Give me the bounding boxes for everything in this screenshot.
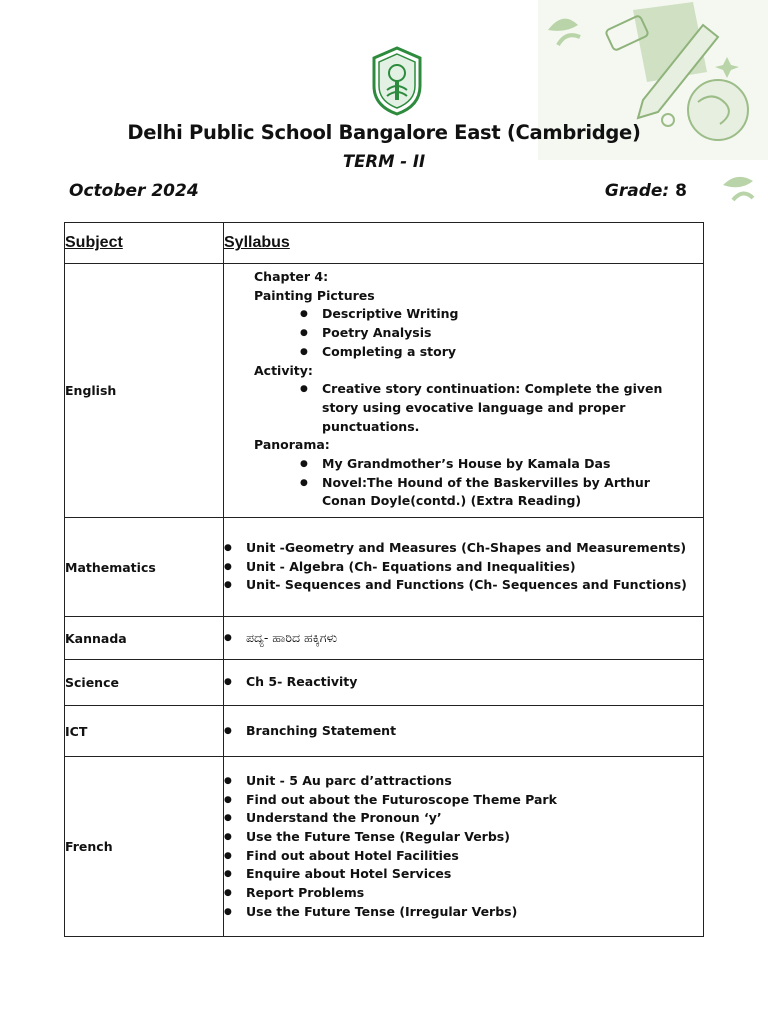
english-panorama-list bbox=[254, 455, 695, 511]
subject-ict: ICT bbox=[65, 706, 224, 757]
subject-french: French bbox=[65, 757, 224, 937]
list-item: ● Unit - Algebra (Ch- Equations and Inequalities) bbox=[224, 558, 703, 577]
list-item: ● Ch 5- Reactivity bbox=[224, 673, 703, 692]
subject-english: English bbox=[65, 264, 224, 518]
list-item: ● Unit - 5 Au parc d’attractions bbox=[224, 772, 703, 791]
table-header-row bbox=[65, 223, 704, 264]
school-crest-icon bbox=[370, 46, 424, 116]
list-item: ● Unit -Geometry and Measures (Ch-Shapes and Measurements) bbox=[224, 539, 703, 558]
english-panorama-label: Panorama: bbox=[254, 437, 330, 453]
kannada-list bbox=[224, 629, 703, 648]
table-row-kannada bbox=[65, 617, 704, 660]
syllabus-table bbox=[64, 222, 704, 937]
science-list bbox=[224, 673, 703, 692]
subject-kannada: Kannada bbox=[65, 617, 224, 660]
list-item: ● Report Problems bbox=[224, 884, 703, 903]
grade-value: 8 bbox=[675, 181, 687, 201]
list-item: ● Poetry Analysis bbox=[254, 324, 695, 343]
month-label: October 2024 bbox=[69, 181, 199, 201]
list-item: ● Use the Future Tense (Irregular Verbs) bbox=[224, 903, 703, 922]
list-item: ● ಪದ್ಯ- ಹಾರಿದ ಹಕ್ಕಿಗಳು bbox=[224, 629, 703, 648]
english-activity-label: Activity: bbox=[254, 362, 313, 378]
table-row-science bbox=[65, 660, 704, 706]
syllabus-kannada bbox=[224, 617, 704, 660]
grade-label bbox=[605, 181, 687, 201]
english-chapter-list bbox=[254, 305, 695, 361]
french-list bbox=[224, 772, 703, 922]
english-chapter-title: Painting Pictures bbox=[254, 287, 375, 303]
school-name: Delhi Public School Bangalore East (Cambridge) bbox=[127, 121, 641, 144]
syllabus-ict bbox=[224, 706, 704, 757]
list-item: ● Enquire about Hotel Services bbox=[224, 865, 703, 884]
grade-key: Grade: bbox=[604, 181, 670, 201]
table-row-french bbox=[65, 757, 704, 937]
table-row-ict bbox=[65, 706, 704, 757]
syllabus-english bbox=[224, 264, 704, 518]
ict-list bbox=[224, 722, 703, 741]
list-item: ● Find out about the Futuroscope Theme Park bbox=[224, 791, 703, 810]
list-item: ● Understand the Pronoun ‘y’ bbox=[224, 809, 703, 828]
term-title: TERM - II bbox=[342, 152, 426, 171]
syllabus-french bbox=[224, 757, 704, 937]
syllabus-science bbox=[224, 660, 704, 706]
list-item: ● Descriptive Writing bbox=[254, 305, 695, 324]
list-item: ● My Grandmother’s House by Kamala Das bbox=[254, 455, 695, 474]
english-activity-list bbox=[254, 380, 695, 436]
list-item: ● Novel:The Hound of the Baskervilles by Arthur Conan Doyle(contd.) (Extra Reading) bbox=[254, 474, 695, 511]
subject-mathematics: Mathematics bbox=[65, 518, 224, 617]
subject-science: Science bbox=[65, 660, 224, 706]
table-row-english bbox=[65, 264, 704, 518]
list-item: ● Creative story continuation: Complete the given story using evocative language and proper punctuations. bbox=[254, 380, 695, 436]
header-syllabus: Syllabus bbox=[224, 223, 704, 264]
header-subject: Subject bbox=[65, 223, 224, 264]
list-item: ● Find out about Hotel Facilities bbox=[224, 847, 703, 866]
syllabus-mathematics bbox=[224, 518, 704, 617]
table-row-mathematics bbox=[65, 518, 704, 617]
english-chapter: Chapter 4: bbox=[254, 269, 329, 284]
list-item: ● Completing a story bbox=[254, 343, 695, 362]
list-item: ● Branching Statement bbox=[224, 722, 703, 741]
list-item: ● Unit- Sequences and Functions (Ch- Sequences and Functions) bbox=[224, 576, 703, 595]
mathematics-list bbox=[224, 539, 703, 595]
list-item: ● Use the Future Tense (Regular Verbs) bbox=[224, 828, 703, 847]
